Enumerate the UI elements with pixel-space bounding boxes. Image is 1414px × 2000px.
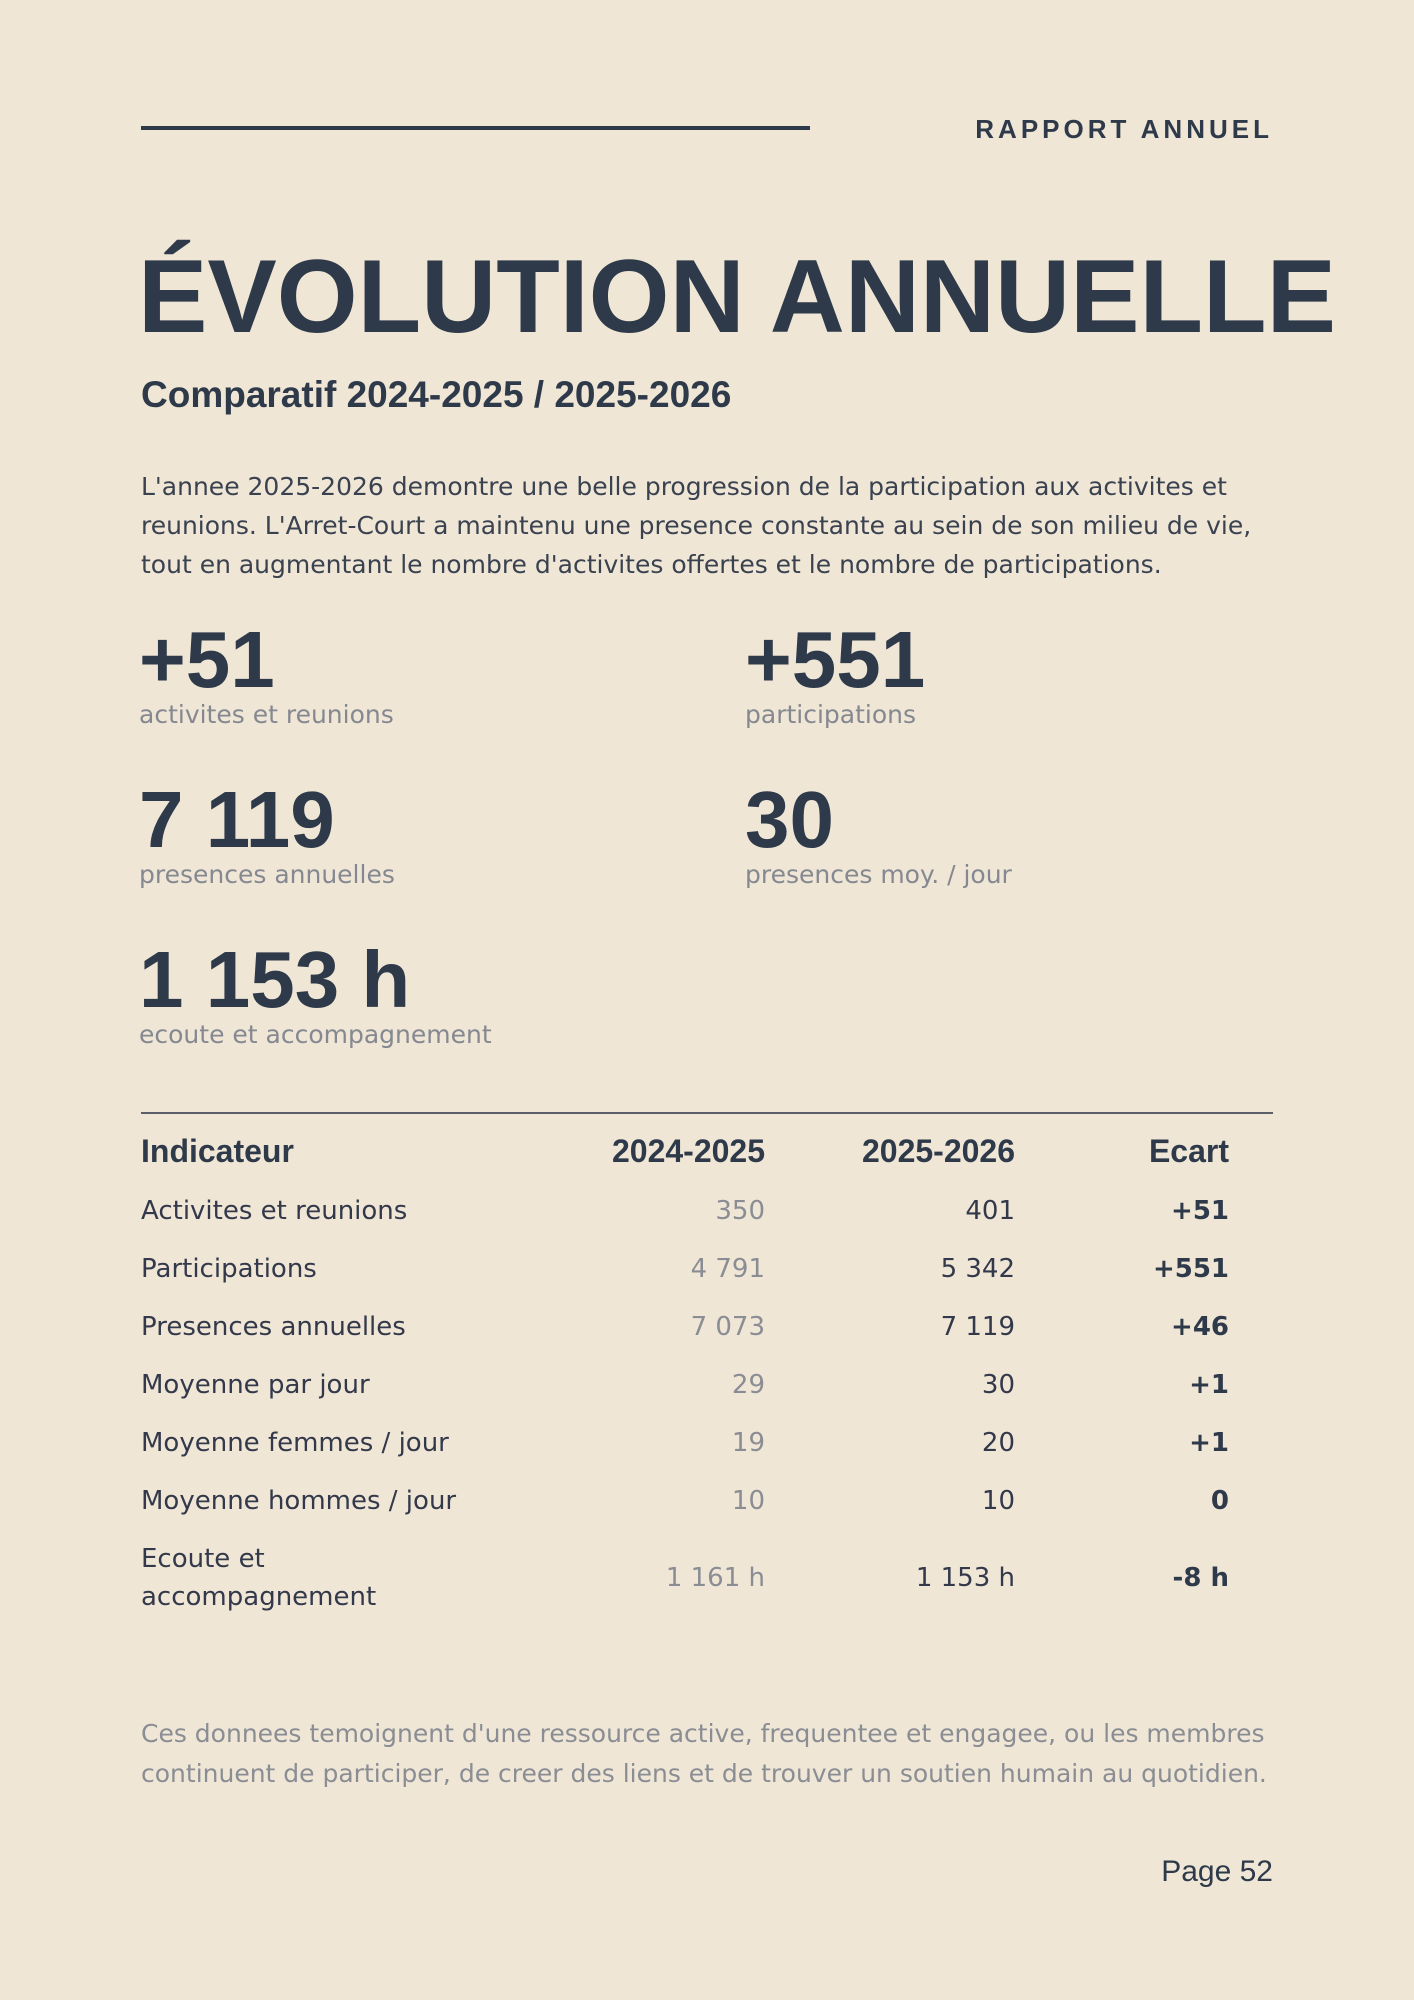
indicator-cell: Participations xyxy=(141,1254,317,1284)
indicator-cell: Moyenne par jour xyxy=(141,1370,370,1400)
indicator-cell xyxy=(141,1530,481,1626)
table-row xyxy=(141,1414,1229,1472)
gap-cell: +51 xyxy=(1171,1196,1229,1226)
table-row xyxy=(141,1182,1229,1240)
stat-label: presences moy. / jour xyxy=(745,860,1012,889)
prev-value-cell: 7 073 xyxy=(690,1312,765,1342)
closing-paragraph: Ces donnees temoignent d'une ressource active, frequentee et engagee, ou les membres continuent de participer, de creer des liens et de trouver un soutien humain au quotidien. xyxy=(141,1719,1267,1788)
stat-label: ecoute et accompagnement xyxy=(139,1020,492,1049)
stat-annual-presences xyxy=(139,775,395,889)
page-subtitle: Comparatif 2024-2025 / 2025-2026 xyxy=(141,374,732,415)
curr-value-cell: 30 xyxy=(981,1370,1015,1400)
table-row xyxy=(141,1240,1229,1298)
table-row xyxy=(141,1298,1229,1356)
indicator-cell: Presences annuelles xyxy=(141,1312,406,1342)
prev-value-cell: 350 xyxy=(715,1196,765,1226)
prev-value-cell: 10 xyxy=(731,1486,765,1516)
comparison-table xyxy=(141,1125,1229,1626)
stat-value: +51 xyxy=(139,615,275,704)
gap-cell: +551 xyxy=(1152,1254,1229,1284)
curr-value-cell: 20 xyxy=(981,1428,1015,1458)
prev-value-cell: 4 791 xyxy=(690,1254,765,1284)
gap-cell: +46 xyxy=(1171,1312,1229,1342)
stat-activities xyxy=(139,615,394,729)
column-header: 2025-2026 xyxy=(861,1133,1015,1169)
curr-value-cell: 10 xyxy=(981,1486,1015,1516)
table-row xyxy=(141,1472,1229,1530)
table-header-row xyxy=(141,1125,1229,1182)
prev-value-cell: 1 161 h xyxy=(665,1563,765,1593)
gap-cell: 0 xyxy=(1210,1486,1229,1516)
intro-paragraph: L'annee 2025-2026 demontre une belle progression de la participation aux activites et reunions. L'Arret-Court a maintenu une presence constante au sein de son milieu de vie, tout en augmentant le nombre d'activites offertes et le nombre de participations. xyxy=(141,472,1252,579)
curr-value-cell: 7 119 xyxy=(940,1312,1015,1342)
stat-value: 1 153 h xyxy=(139,935,411,1024)
page-title: ÉVOLUTION ANNUELLE xyxy=(138,239,1336,355)
page-number: Page 52 xyxy=(1161,1855,1273,1888)
gap-cell: +1 xyxy=(1189,1428,1229,1458)
stat-label: activites et reunions xyxy=(139,700,394,729)
stat-label: participations xyxy=(745,700,917,729)
header-label: RAPPORT ANNUEL xyxy=(975,114,1273,144)
stat-value: 30 xyxy=(745,775,834,864)
prev-value-cell: 29 xyxy=(731,1370,765,1400)
gap-cell: -8 h xyxy=(1172,1563,1229,1593)
header-rule xyxy=(141,126,810,130)
stat-value: +551 xyxy=(745,615,926,704)
table-top-rule xyxy=(141,1112,1273,1114)
curr-value-cell: 1 153 h xyxy=(915,1563,1015,1593)
column-header: Ecart xyxy=(1148,1133,1229,1169)
prev-value-cell: 19 xyxy=(731,1428,765,1458)
column-header: Indicateur xyxy=(141,1133,294,1169)
table-row xyxy=(141,1530,1229,1626)
indicator-cell: Moyenne femmes / jour xyxy=(141,1428,449,1458)
curr-value-cell: 5 342 xyxy=(940,1254,1015,1284)
curr-value-cell: 401 xyxy=(965,1196,1015,1226)
stat-label: presences annuelles xyxy=(139,860,395,889)
indicator-cell: Activites et reunions xyxy=(141,1196,408,1226)
stat-daily-average xyxy=(745,775,1012,889)
stat-listening-hours xyxy=(139,935,492,1049)
indicator-cell: Moyenne hommes / jour xyxy=(141,1486,457,1516)
column-header: 2024-2025 xyxy=(611,1133,765,1169)
stat-value: 7 119 xyxy=(139,775,335,864)
indicator-text: Ecoute et accompagnement xyxy=(141,1544,377,1612)
gap-cell: +1 xyxy=(1189,1370,1229,1400)
table-row xyxy=(141,1356,1229,1414)
stat-participations xyxy=(745,615,926,729)
